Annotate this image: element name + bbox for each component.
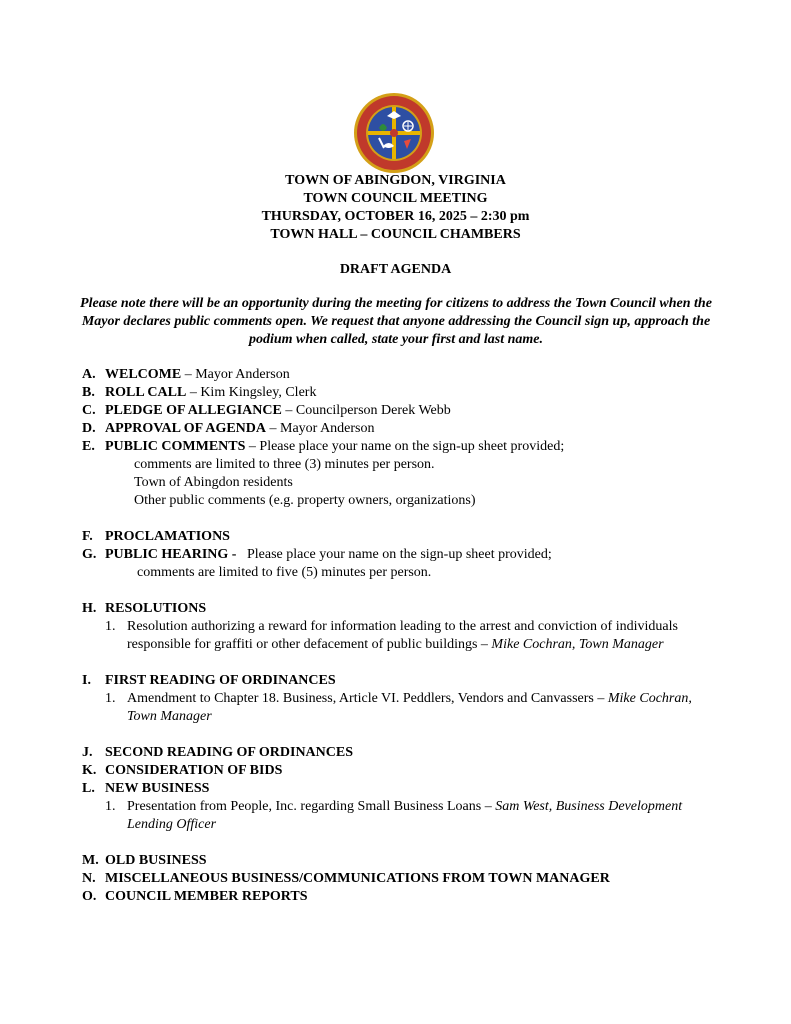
- agenda-item-b: [82, 384, 722, 402]
- item-detail: – Kim Kingsley, Clerk: [186, 385, 317, 400]
- meeting-header: [0, 172, 791, 244]
- item-title: ROLL CALL: [105, 385, 187, 400]
- item-letter: O.: [82, 889, 97, 904]
- item-detail: – Mayor Anderson: [266, 421, 375, 436]
- item-title: PUBLIC HEARING -: [105, 547, 237, 562]
- agenda-item-l: [82, 780, 722, 798]
- item-title: WELCOME: [105, 367, 182, 382]
- item-letter: I.: [82, 673, 91, 688]
- item-letter: K.: [82, 763, 97, 778]
- agenda-item-h: [82, 600, 722, 618]
- public-comment-notice: Please note there will be an opportunity during the meeting for citizens to address the Town Council when the Mayor declares public comments open. We request that anyone addressing the Council sign up, approach the podium when called, state your first and last name.: [80, 296, 712, 347]
- item-description: Presentation from People, Inc. regarding Small Business Loans: [127, 799, 485, 814]
- meeting-type: TOWN COUNCIL MEETING: [303, 191, 488, 206]
- agenda-item-c: [82, 402, 722, 420]
- item-letter: L.: [82, 781, 95, 796]
- agenda-item-k: [82, 762, 722, 780]
- item-letter: G.: [82, 547, 97, 562]
- item-detail: – Mayor Anderson: [181, 367, 290, 382]
- agenda-item-e: [82, 438, 722, 456]
- item-presenter: – Sam West, Business Development Lending Officer: [127, 799, 683, 832]
- item-number: 1.: [105, 619, 116, 634]
- meeting-location: TOWN HALL – COUNCIL CHAMBERS: [270, 227, 521, 242]
- agenda-item-i: [82, 672, 722, 690]
- item-letter: M.: [82, 853, 99, 868]
- item-number: 1.: [105, 691, 116, 706]
- item-title: OLD BUSINESS: [105, 853, 207, 868]
- item-title: NEW BUSINESS: [105, 781, 210, 796]
- public-comments-other: Other public comments (e.g. property owners, organizations): [134, 493, 476, 508]
- item-title: FIRST READING OF ORDINANCES: [105, 673, 336, 688]
- item-detail: Please place your name on the sign-up sheet provided;: [236, 547, 552, 562]
- meeting-date-time: THURSDAY, OCTOBER 16, 2025 – 2:30 pm: [261, 209, 530, 224]
- agenda-item-d: [82, 420, 722, 438]
- item-letter: B.: [82, 385, 95, 400]
- draft-agenda-title: DRAFT AGENDA: [339, 262, 452, 277]
- item-letter: N.: [82, 871, 96, 886]
- item-letter: C.: [82, 403, 96, 418]
- item-letter: E.: [82, 439, 95, 454]
- town-seal-icon: [353, 92, 435, 174]
- item-title: MISCELLANEOUS BUSINESS/COMMUNICATIONS FROM TOWN MANAGER: [105, 871, 610, 886]
- item-title: CONSIDERATION OF BIDS: [105, 763, 283, 778]
- item-presenter: – Mike Cochran, Town Manager: [480, 637, 664, 652]
- item-detail: – Please place your name on the sign-up sheet provided;: [245, 439, 565, 454]
- item-title: PROCLAMATIONS: [105, 529, 230, 544]
- item-title: PUBLIC COMMENTS: [105, 439, 246, 454]
- town-name: TOWN OF ABINGDON, VIRGINIA: [285, 173, 506, 188]
- agenda-item-m: [82, 852, 722, 870]
- item-title: PLEDGE OF ALLEGIANCE: [105, 403, 282, 418]
- item-title: APPROVAL OF AGENDA: [105, 421, 267, 436]
- item-letter: F.: [82, 529, 93, 544]
- item-title: RESOLUTIONS: [105, 601, 207, 616]
- item-letter: J.: [82, 745, 93, 760]
- item-description: Resolution authorizing a reward for information leading to the arrest and conviction of individuals responsible for graffiti or other defacement of public buildings: [127, 619, 678, 652]
- first-reading-item-1: [82, 690, 712, 726]
- item-description: Amendment to Chapter 18. Business, Article VI. Peddlers, Vendors and Canvassers: [127, 691, 598, 706]
- item-detail: – Councilperson Derek Webb: [281, 403, 451, 418]
- public-comments-limit: comments are limited to three (3) minutes per person.: [134, 457, 435, 472]
- item-letter: D.: [82, 421, 96, 436]
- public-hearing-limit: comments are limited to five (5) minutes per person.: [137, 565, 432, 580]
- item-title: COUNCIL MEMBER REPORTS: [105, 889, 308, 904]
- item-presenter: – Mike Cochran, Town Manager: [127, 691, 692, 724]
- item-number: 1.: [105, 799, 116, 814]
- agenda-item-g: [82, 546, 722, 564]
- resolution-item-1: [82, 618, 712, 654]
- item-letter: H.: [82, 601, 97, 616]
- agenda-item-o: [82, 888, 722, 906]
- agenda-item-a: [82, 366, 722, 384]
- agenda-list: [82, 366, 722, 906]
- new-business-item-1: [82, 798, 712, 834]
- item-title: SECOND READING OF ORDINANCES: [105, 745, 354, 760]
- public-comments-residents: Town of Abingdon residents: [134, 475, 293, 490]
- item-letter: A.: [82, 367, 96, 382]
- agenda-item-j: [82, 744, 722, 762]
- agenda-item-f: [82, 528, 722, 546]
- agenda-item-n: [82, 870, 722, 888]
